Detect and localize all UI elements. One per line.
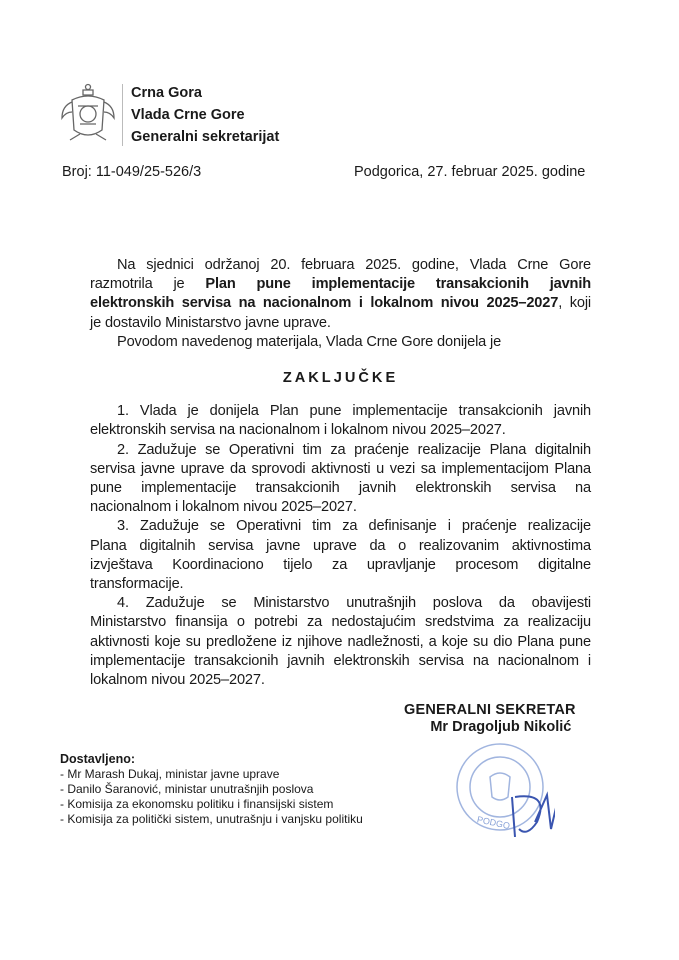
text-line: transformacije. <box>90 576 184 593</box>
handwritten-signature <box>512 795 555 837</box>
header-divider <box>122 84 123 146</box>
text: , koji <box>558 295 591 312</box>
text-line: 3. Zadužuje se Operativni tim za definisanje i praćenje realizacije <box>117 518 591 535</box>
org-government: Vlada Crne Gore <box>131 107 245 123</box>
text-line: implementacije transakcionih javnih elektronskih servisa na nacionalnom i <box>90 652 591 669</box>
conclusions-heading: ZAKLJUČKE <box>282 370 399 387</box>
conclusions-list <box>90 402 591 690</box>
text-line: Ministarstvo finansija o potrebi za nedostajućim sredstvima za realizaciju <box>90 614 591 631</box>
text-line: nacionalnom i lokalnom nivou 2025–2027. <box>90 499 357 516</box>
text-line <box>90 333 591 352</box>
text-line <box>90 256 591 275</box>
text-line <box>90 275 591 294</box>
distribution-item: - Danilo Šaranović, ministar unutrašnjih poslova <box>60 782 314 796</box>
conclusion-item <box>90 402 591 440</box>
svg-text:PODGO: PODGO <box>476 814 511 832</box>
place-date: Podgorica, 27. februar 2025. godine <box>354 164 586 180</box>
intro-paragraphs <box>90 256 591 352</box>
official-stamp-icon <box>455 737 555 837</box>
distribution-item: - Komisija za ekonomsku politiku i finansijski sistem <box>60 797 334 811</box>
org-country: Crna Gora <box>131 85 202 101</box>
text-line <box>90 294 591 313</box>
text: Povodom navedenog materijala, Vlada Crne Gore donijela je <box>117 333 502 350</box>
text-line: 2. Zadužuje se Operativni tim za praćenje realizacije Plana digitalnih <box>117 441 591 458</box>
text-line: Plana digitalnih servisa javne uprave da o realizovanim aktivnostima <box>90 537 591 554</box>
signature-block <box>404 702 576 736</box>
org-department: Generalni sekretarijat <box>131 129 280 145</box>
text-line: servisa javne uprave da sprovodi aktivnosti u vezi sa implementacijom Plana <box>90 460 591 477</box>
text-line: izvještava Koordinaciono tijelo za upravljanje procesom digitalne <box>90 556 591 573</box>
conclusion-item <box>90 441 591 518</box>
text-line: 1. Vlada je donijela Plan pune implementacije transakcionih javnih <box>117 403 591 420</box>
signatory-name: Mr Dragoljub Nikolić <box>430 719 572 735</box>
text-line: aktivnosti koje su predložene iz njihove nadležnosti, a koje su dio Plana pune <box>90 633 591 650</box>
conclusion-item <box>90 594 591 690</box>
bold-text: elektronskih servisa na nacionalnom i lokalnom nivou 2025–2027 <box>90 295 559 312</box>
text-line: 4. Zadužuje se Ministarstvo unutrašnjih poslova da obavijesti <box>117 595 591 612</box>
document-body <box>90 256 591 690</box>
document-number: Broj: 11-049/25-526/3 <box>62 164 202 180</box>
text-line: lokalnom nivou 2025–2027. <box>90 672 265 689</box>
text-line <box>90 314 591 333</box>
conclusion-item <box>90 517 591 594</box>
distribution-list <box>60 752 363 827</box>
organization-header <box>131 82 279 148</box>
distribution-heading: Dostavljeno: <box>60 752 136 766</box>
signatory-title: GENERALNI SEKRETAR <box>404 702 576 718</box>
distribution-item: - Mr Marash Dukaj, ministar javne uprave <box>60 767 280 781</box>
text: je dostavilo Ministarstvo javne uprave. <box>90 314 331 331</box>
text-line: pune implementacije transakcionih javnih elektronskih servisa na <box>90 480 591 497</box>
text: razmotrila je <box>90 276 206 293</box>
text: Na sjednici održanoj 20. februara 2025. godine, Vlada Crne Gore <box>117 257 591 273</box>
distribution-item: - Komisija za politički sistem, unutrašnju i vanjsku politiku <box>60 812 363 826</box>
bold-text: Plan pune implementacije transakcionih javnih <box>205 276 591 293</box>
coat-of-arms-icon <box>58 82 118 144</box>
text-line: elektronskih servisa na nacionalnom i lokalnom nivou 2025–2027. <box>90 422 506 439</box>
